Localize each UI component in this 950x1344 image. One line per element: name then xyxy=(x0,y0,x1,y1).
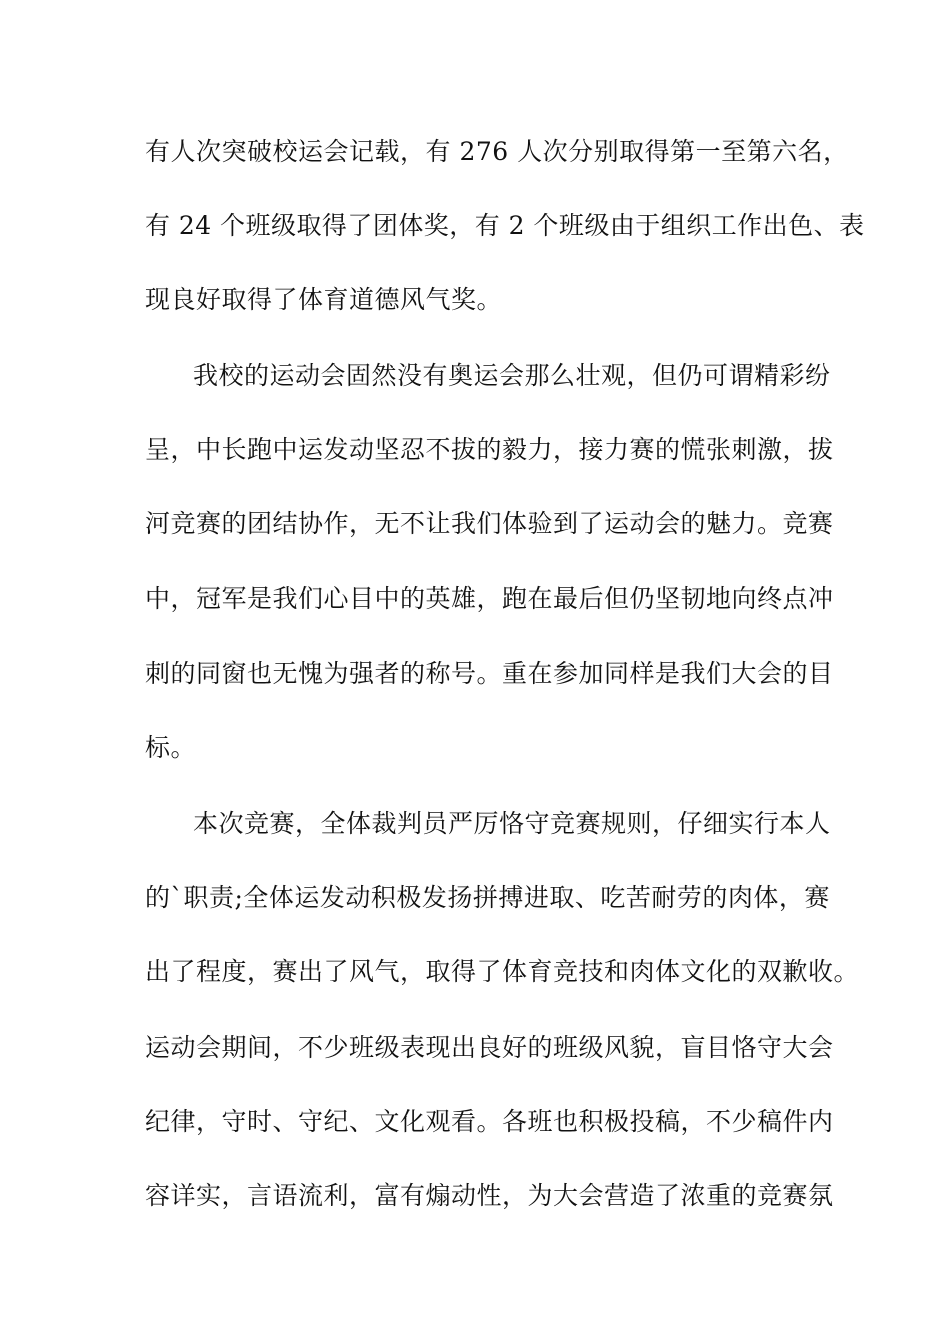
text-line: 有 24 个班级取得了团体奖，有 2 个班级由于组织工作出色、表 xyxy=(145,211,865,240)
paragraph-start-line: 本次竞赛，全体裁判员严厉恪守竞赛规则，仔细实行本人 xyxy=(193,809,831,838)
paragraph-start-line: 我校的运动会固然没有奥运会那么壮观，但仍可谓精彩纷 xyxy=(193,361,831,390)
text-line: 有人次突破校运会记载，有 276 人次分别取得第一至第六名， xyxy=(145,137,849,166)
text-line: 刺的同窗也无愧为强者的称号。重在参加同样是我们大会的目 xyxy=(145,659,834,688)
text-line: 出了程度，赛出了风气，取得了体育竞技和肉体文化的双歉收。 xyxy=(145,957,860,986)
text-line: 标。 xyxy=(145,733,197,762)
text-line: 纪律，守时、守纪、文化观看。各班也积极投稿，不少稿件内 xyxy=(145,1107,834,1136)
text-line: 的`职责;全体运发动积极发扬拼搏进取、吃苦耐劳的肉体，赛 xyxy=(145,883,830,912)
text-line: 现良好取得了体育道德风气奖。 xyxy=(145,285,503,314)
text-line: 呈，中长跑中运发动坚忍不拔的毅力，接力赛的慌张刺激，拔 xyxy=(145,435,834,464)
text-line: 运动会期间，不少班级表现出良好的班级风貌，盲目恪守大会 xyxy=(145,1033,834,1062)
text-line: 河竞赛的团结协作，无不让我们体验到了运动会的魅力。竞赛 xyxy=(145,509,834,538)
text-line: 中，冠军是我们心目中的英雄，跑在最后但仍坚韧地向终点冲 xyxy=(145,584,834,613)
text-line: 容详实，言语流利，富有煽动性，为大会营造了浓重的竞赛氛 xyxy=(145,1181,834,1210)
